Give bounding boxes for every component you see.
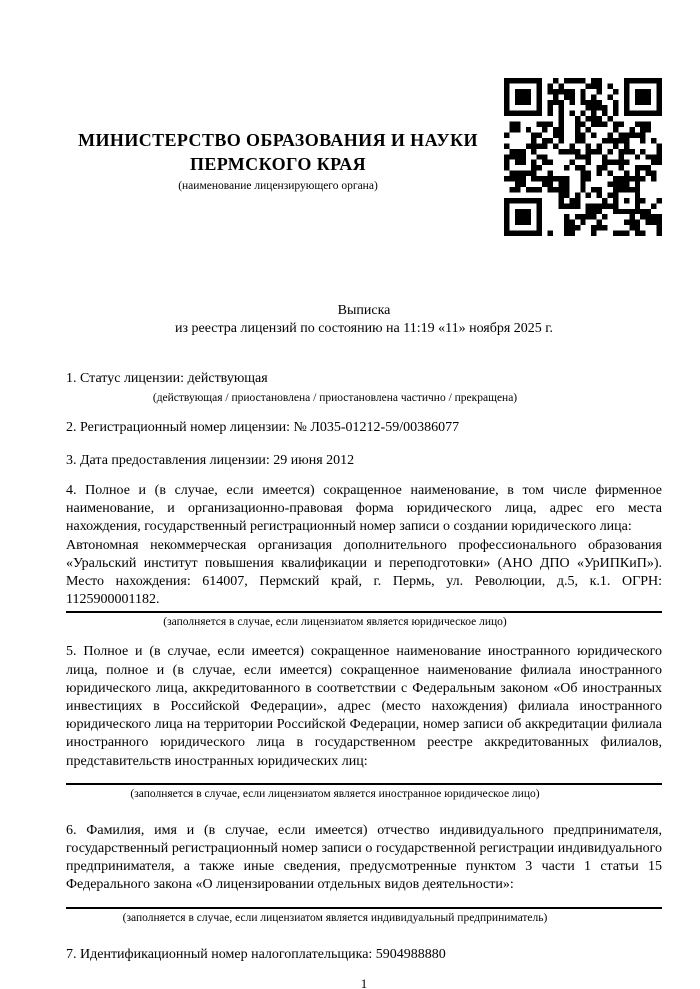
ministry-name-line1: МИНИСТЕРСТВО ОБРАЗОВАНИЯ И НАУКИ [78, 130, 478, 150]
legal-entity-label: 4. Полное и (в случае, если имеется) сокращенное наименование, в том числе фирменное наименование, и организационно-правовая форма юридического лица, адрес его места нахождения, государственный регистрационный номер записи о создании юридического лица: [66, 483, 662, 535]
ministry-name-note: (наименование лицензирующего органа) [178, 180, 378, 192]
individual-entrepreneur-underline [66, 907, 662, 909]
section-license-date [66, 452, 662, 470]
legal-entity-underline [66, 611, 662, 613]
section-individual-entrepreneur [66, 822, 662, 926]
licensing-authority [66, 78, 490, 194]
foreign-entity-note: (заполняется в случае, если лицензиатом является иностранное юридическое лицо) [130, 787, 540, 800]
section-foreign-entity [66, 643, 662, 801]
document-header [66, 78, 662, 236]
registration-number-text: 2. Регистрационный номер лицензии: № Л035-01212-59/00386077 [66, 419, 460, 435]
document-title: Выписка [337, 303, 391, 318]
section-registration-number [66, 419, 662, 437]
legal-entity-note: (заполняется в случае, если лицензиатом является юридическое лицо) [163, 616, 507, 629]
legal-entity-value: Автономная некоммерческая организация дополнительного профессионального образования «Уральский институт повышения квалификации и переподготовки» (АНО ДПО «УрИПКиП»). Место нахождения: 614007, Пермский край, г. Пермь, ул. Революции, д.5, к.1. ОГРН: 1125900001182. [66, 537, 662, 608]
qr-code [504, 78, 662, 236]
section-legal-entity [66, 482, 662, 630]
taxpayer-number-text: 7. Идентификационный номер налогоплательщика: 5904988880 [66, 946, 446, 962]
foreign-entity-underline [66, 783, 662, 785]
section-license-status [66, 370, 662, 405]
license-status-text: 1. Статус лицензии: действующая [66, 371, 268, 387]
section-taxpayer-number [66, 946, 662, 964]
license-status-note: (действующая / приостановлена / приостановлена частично / прекращена) [152, 391, 518, 404]
document-subtitle: из реестра лицензий по состоянию на 11:19 «11» ноября 2025 г. [175, 321, 553, 337]
license-date-text: 3. Дата предоставления лицензии: 29 июня 2012 [66, 452, 355, 468]
individual-entrepreneur-note: (заполняется в случае, если лицензиатом является индивидуальный предприниматель) [122, 911, 548, 924]
document-title-block [66, 302, 662, 338]
individual-entrepreneur-label: 6. Фамилия, имя и (в случае, если имеется) отчество индивидуального предпринимателя, государственный регистрационный номер записи о государственной регистрации индивидуального предпринимателя, а также иные сведения, предусмотренные пунктом 3 части 1 статьи 15 Федерального закона «О лицензировании отдельных видов деятельности»: [66, 822, 662, 893]
page-number: 1 [360, 975, 368, 989]
ministry-name-line2: ПЕРМСКОГО КРАЯ [189, 154, 367, 174]
foreign-entity-label: 5. Полное и (в случае, если имеется) сокращенное наименование иностранного юридического лица, полное и (в случае, если имеется) сокращенное наименование филиала иностранного юридического лица, аккредитованного в соответствии с Федеральным законом «Об иностранных инвестициях в Российской Федерации», адрес (место нахождения) филиала иностранного юридического лица на территории Российской Федерации, номер записи об аккредитации филиала иностранного юридического лица в государственном реестре аккредитованных филиалов, представительств иностранных юридических лиц: [66, 644, 662, 769]
document-body [66, 370, 662, 963]
